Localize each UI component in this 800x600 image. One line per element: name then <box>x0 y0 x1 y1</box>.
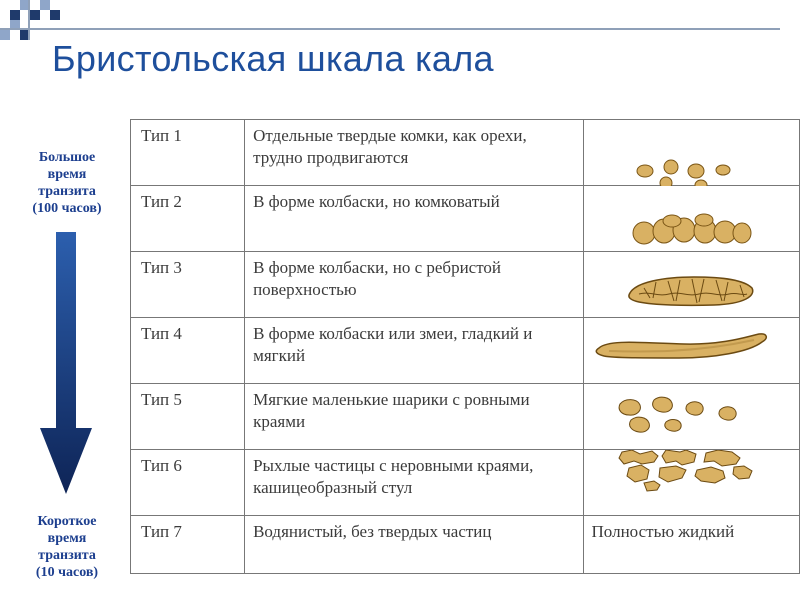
mushy-pieces-icon <box>584 450 798 516</box>
picture-cell <box>583 186 799 252</box>
type-cell: Тип 5 <box>131 384 245 450</box>
description-cell: В форме колбаски, но комковатый <box>245 186 583 252</box>
table-row <box>131 252 800 318</box>
type-cell: Тип 6 <box>131 450 245 516</box>
description-cell: В форме колбаски или змеи, гладкий и мягкий <box>245 318 583 384</box>
smooth-snake-icon <box>584 318 798 384</box>
description-cell: Мягкие маленькие шарики с ровными краями <box>245 384 583 450</box>
short-transit-line-2: время <box>47 531 87 546</box>
type-cell: Тип 2 <box>131 186 245 252</box>
short-transit-line-4: (10 часов) <box>35 565 99 580</box>
cracked-sausage-icon <box>584 252 798 318</box>
type-cell: Тип 3 <box>131 252 245 318</box>
long-transit-line-2: время <box>47 167 87 182</box>
table-row <box>131 450 800 516</box>
picture-cell <box>583 450 799 516</box>
type-cell: Тип 1 <box>131 120 245 186</box>
table-row <box>131 384 800 450</box>
type-cell: Тип 7 <box>131 516 245 574</box>
description-cell: В форме колбаски, но с ребристой поверхностью <box>245 252 583 318</box>
bristol-table <box>130 119 800 574</box>
description-cell: Отдельные твердые комки, как орехи, трудно продвигаются <box>245 120 583 186</box>
table-row <box>131 186 800 252</box>
description-cell: Рыхлые частицы с неровными краями, кашицеобразный стул <box>245 450 583 516</box>
table-row <box>131 120 800 186</box>
long-transit-line-1: Большое <box>38 150 96 165</box>
description-cell: Водянистый, без твердых частиц <box>245 516 583 574</box>
table-row <box>131 318 800 384</box>
table-row <box>131 516 800 574</box>
soft-blobs-icon <box>584 384 798 450</box>
picture-cell <box>583 252 799 318</box>
short-transit-line-1: Короткое <box>37 514 97 529</box>
long-transit-line-3: транзита <box>38 184 96 199</box>
page-title: Бристольская шкала кала <box>52 38 494 79</box>
picture-cell <box>583 384 799 450</box>
short-transit-label <box>12 513 122 581</box>
type-cell: Тип 4 <box>131 318 245 384</box>
lumpy-sausage-icon <box>584 186 798 252</box>
long-transit-label <box>12 149 122 217</box>
long-transit-line-4: (100 часов) <box>32 201 102 216</box>
separate-lumps-icon <box>584 120 798 186</box>
picture-cell-text: Полностью жидкий <box>583 516 799 574</box>
down-arrow-icon <box>38 232 94 494</box>
picture-cell <box>583 120 799 186</box>
picture-cell <box>583 318 799 384</box>
short-transit-line-3: транзита <box>38 548 96 563</box>
